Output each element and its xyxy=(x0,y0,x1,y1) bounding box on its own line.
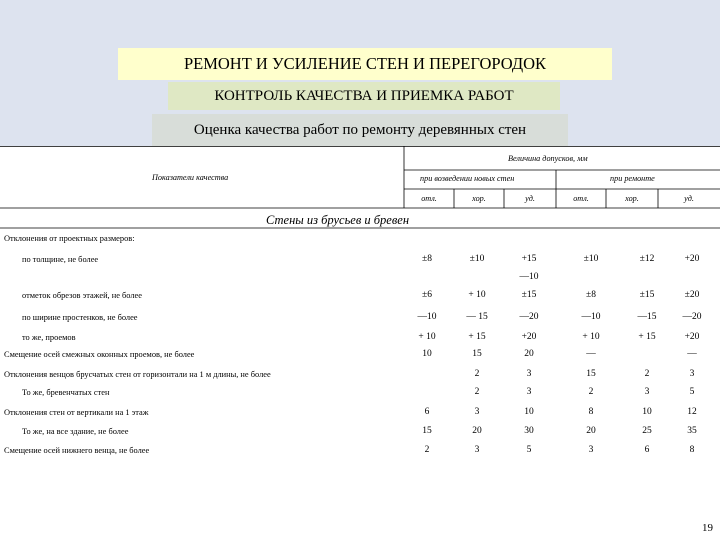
table-cell: +15 xyxy=(521,254,537,264)
table-cell: 3 xyxy=(474,445,480,455)
table-cell: 2 xyxy=(474,387,480,397)
grade-header: уд. xyxy=(525,194,535,203)
table-cell: ±8 xyxy=(422,254,432,264)
table-cell: —20 xyxy=(682,312,702,322)
table-grid-lines xyxy=(0,146,720,540)
table-cell: 35 xyxy=(687,426,697,436)
table-cell: 10 xyxy=(422,349,432,359)
header-repair: при ремонте xyxy=(610,174,655,183)
grade-header: хор. xyxy=(472,194,486,203)
table-cell: +20 xyxy=(684,332,700,342)
table-cell: —15 xyxy=(637,312,657,322)
table-cell: 10 xyxy=(642,407,652,417)
table-cell: 20 xyxy=(472,426,482,436)
table-cell: ±20 xyxy=(684,290,700,300)
table-cell: ±12 xyxy=(639,254,655,264)
row-label: Отклонения от проектных размеров: xyxy=(4,234,135,243)
table-cell: — xyxy=(687,349,697,359)
table-cell: 8 xyxy=(689,445,695,455)
table-cell: + 10 xyxy=(418,332,436,342)
table-cell: ±15 xyxy=(521,290,537,300)
row-label: по ширине простенков, не более xyxy=(22,313,138,322)
table-cell: 25 xyxy=(642,426,652,436)
table-cell: + 15 xyxy=(468,332,486,342)
table-cell: 15 xyxy=(472,349,482,359)
page-number: 19 xyxy=(702,522,713,534)
table-cell: ±6 xyxy=(422,290,432,300)
table-cell: 5 xyxy=(689,387,695,397)
table-cell: 3 xyxy=(644,387,650,397)
row-label: Смещение осей смежных оконных проемов, не более xyxy=(4,350,195,359)
table-cell: 30 xyxy=(524,426,534,436)
table-cell-sub: —10 xyxy=(519,272,539,282)
table-cell: ±10 xyxy=(583,254,599,264)
row-label: по толщине, не более xyxy=(22,255,99,264)
table-cell: + 10 xyxy=(582,332,600,342)
header-tolerance: Величина допусков, мм xyxy=(508,154,588,163)
table-cell: 15 xyxy=(422,426,432,436)
table-cell: 15 xyxy=(586,369,596,379)
table-cell: —20 xyxy=(519,312,539,322)
table-cell: —10 xyxy=(581,312,601,322)
row-label: Отклонения венцов брусчатых стен от горизонтали на 1 м длины, не более xyxy=(4,370,271,379)
table-cell: +20 xyxy=(521,332,537,342)
grade-header: отл. xyxy=(573,194,589,203)
table-cell: ±10 xyxy=(469,254,485,264)
header-new-walls: при возведении новых стен xyxy=(420,174,515,183)
table-cell: 6 xyxy=(644,445,650,455)
table-cell: 10 xyxy=(524,407,534,417)
table-cell: 12 xyxy=(687,407,697,417)
table-cell: 5 xyxy=(526,445,532,455)
table-cell: 6 xyxy=(424,407,430,417)
row-label: То же, бревенчатых стен xyxy=(22,388,110,397)
row-label: Смещение осей нижнего венца, не более xyxy=(4,446,150,455)
table-cell: 20 xyxy=(586,426,596,436)
table-cell: — 15 xyxy=(466,312,488,322)
table-cell: ±8 xyxy=(586,290,596,300)
grade-header: отл. xyxy=(421,194,437,203)
grade-header: уд. xyxy=(684,194,694,203)
table-cell: 2 xyxy=(474,369,480,379)
table-cell: —10 xyxy=(417,312,437,322)
row-label: Отклонения стен от вертикали на 1 этаж xyxy=(4,408,149,417)
header-indicator: Показатели качества xyxy=(152,173,229,182)
table-cell: 2 xyxy=(588,387,594,397)
quality-table xyxy=(0,146,720,540)
grade-header: хор. xyxy=(625,194,639,203)
slide-title: РЕМОНТ И УСИЛЕНИЕ СТЕН И ПЕРЕГОРОДОК xyxy=(118,48,612,80)
table-cell: 3 xyxy=(689,369,695,379)
slide-subtitle: КОНТРОЛЬ КАЧЕСТВА И ПРИЕМКА РАБОТ xyxy=(168,82,560,110)
table-cell: +20 xyxy=(684,254,700,264)
table-cell: 3 xyxy=(588,445,594,455)
row-label: отметок обрезов этажей, не более xyxy=(22,291,142,300)
row-label: То же, на все здание, не более xyxy=(22,427,129,436)
table-cell: ±15 xyxy=(639,290,655,300)
table-cell: 3 xyxy=(526,369,532,379)
table-cell: + 15 xyxy=(638,332,656,342)
table-cell: 2 xyxy=(424,445,430,455)
table-caption: Оценка качества работ по ремонту деревянных стен xyxy=(152,114,568,146)
table-cell: — xyxy=(586,349,596,359)
section-title: Стены из брусьев и бревен xyxy=(266,213,410,227)
row-label: то же, проемов xyxy=(22,333,76,342)
table-cell: 20 xyxy=(524,349,534,359)
table-cell: 8 xyxy=(588,407,594,417)
table-cell: + 10 xyxy=(468,290,486,300)
table-cell: 3 xyxy=(474,407,480,417)
table-cell: 2 xyxy=(644,369,650,379)
table-cell: 3 xyxy=(526,387,532,397)
